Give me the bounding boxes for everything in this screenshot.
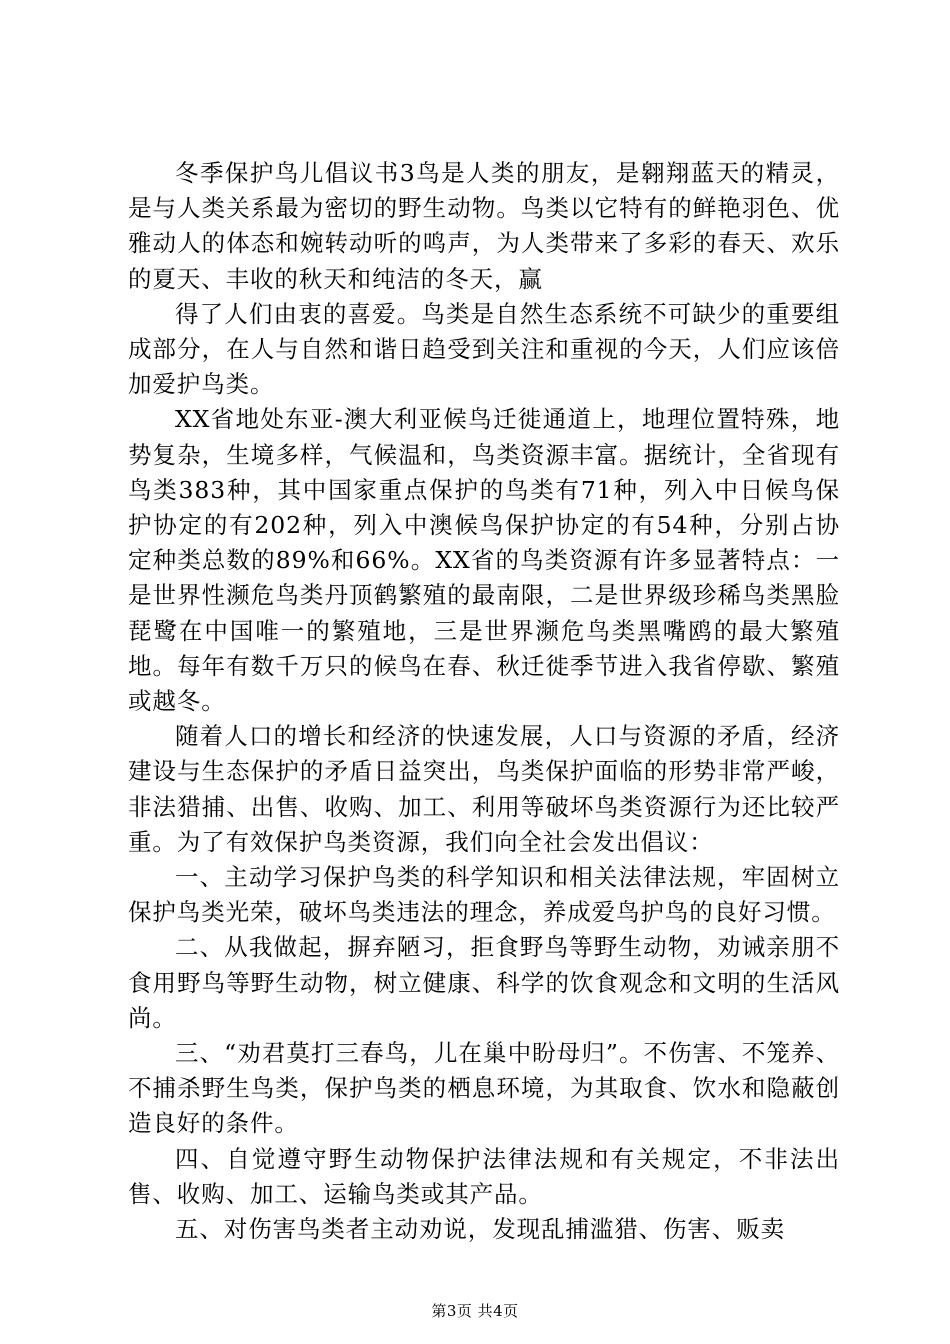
paragraph-intro: 冬季保护鸟儿倡议书3鸟是人类的朋友，是翱翔蓝天的精灵，是与人类关系最为密切的野生动物。鸟类以它特有的鲜艳羽色、优雅动人的体态和婉转动听的鸣声，为人类带来了多彩的春天、欢乐的夏天、丰收的秋天和纯洁的冬天，赢	[128, 159, 840, 293]
paragraph-threats: 随着人口的增长和经济的快速发展，人口与资源的矛盾，经济建设与生态保护的矛盾日益突出，鸟类保护面临的形势非常严峻，非法猎捕、出售、收购、加工、利用等破坏鸟类资源行为还比较严重。为了有效保护鸟类资源，我们向全社会发出倡议：	[128, 722, 840, 856]
paragraph-proposal-4: 四、自觉遵守野生动物保护法律法规和有关规定，不非法出售、收购、加工、运输鸟类或其产品。	[128, 1144, 840, 1208]
paragraph-proposal-2: 二、从我做起，摒弃陋习，拒食野鸟等野生动物，劝诫亲朋不食用野鸟等野生动物，树立健康、科学的饮食观念和文明的生活风尚。	[128, 933, 840, 1032]
page-number-footer: 第3页 共4页	[431, 1302, 519, 1320]
document-body	[128, 156, 840, 1247]
paragraph-proposal-1: 一、主动学习保护鸟类的科学知识和相关法律法规，牢固树立保护鸟类光荣，破坏鸟类违法的理念，养成爱鸟护鸟的良好习惯。	[128, 863, 840, 927]
paragraph-proposal-5: 五、对伤害鸟类者主动劝说，发现乱捕滥猎、伤害、贩卖	[175, 1215, 785, 1244]
paragraph-continuation: 得了人们由衷的喜爱。鸟类是自然生态系统不可缺少的重要组成部分，在人与自然和谐日趋受到关注和重视的今天，人们应该倍加爱护鸟类。	[128, 299, 840, 399]
paragraph-proposal-3: 三、“劝君莫打三春鸟，儿在巢中盼母归”。不伤害、不笼养、不捕杀野生鸟类，保护鸟类的栖息环境，为其取食、饮水和隐蔽创造良好的条件。	[128, 1039, 840, 1138]
paragraph-province-birds: XX省地处东亚-澳大利亚候鸟迁徙通道上，地理位置特殊，地势复杂，生境多样，气候温和，鸟类资源丰富。据统计，全省现有鸟类383种，其中国家重点保护的鸟类有71种，列入中日候鸟保护协定的有202种，列入中澳候鸟保护协定的有54种，分别占协定种类总数的89%和66%。XX省的鸟类资源有许多显著特点：一是世界性濒危鸟类丹顶鹤繁殖的最南限，二是世界级珍稀鸟类黑脸琵鹭在中国唯一的繁殖地，三是世界濒危鸟类黑嘴鸥的最大繁殖地。每年有数千万只的候鸟在春、秋迁徙季节进入我省停歇、繁殖或越冬。	[128, 405, 840, 716]
